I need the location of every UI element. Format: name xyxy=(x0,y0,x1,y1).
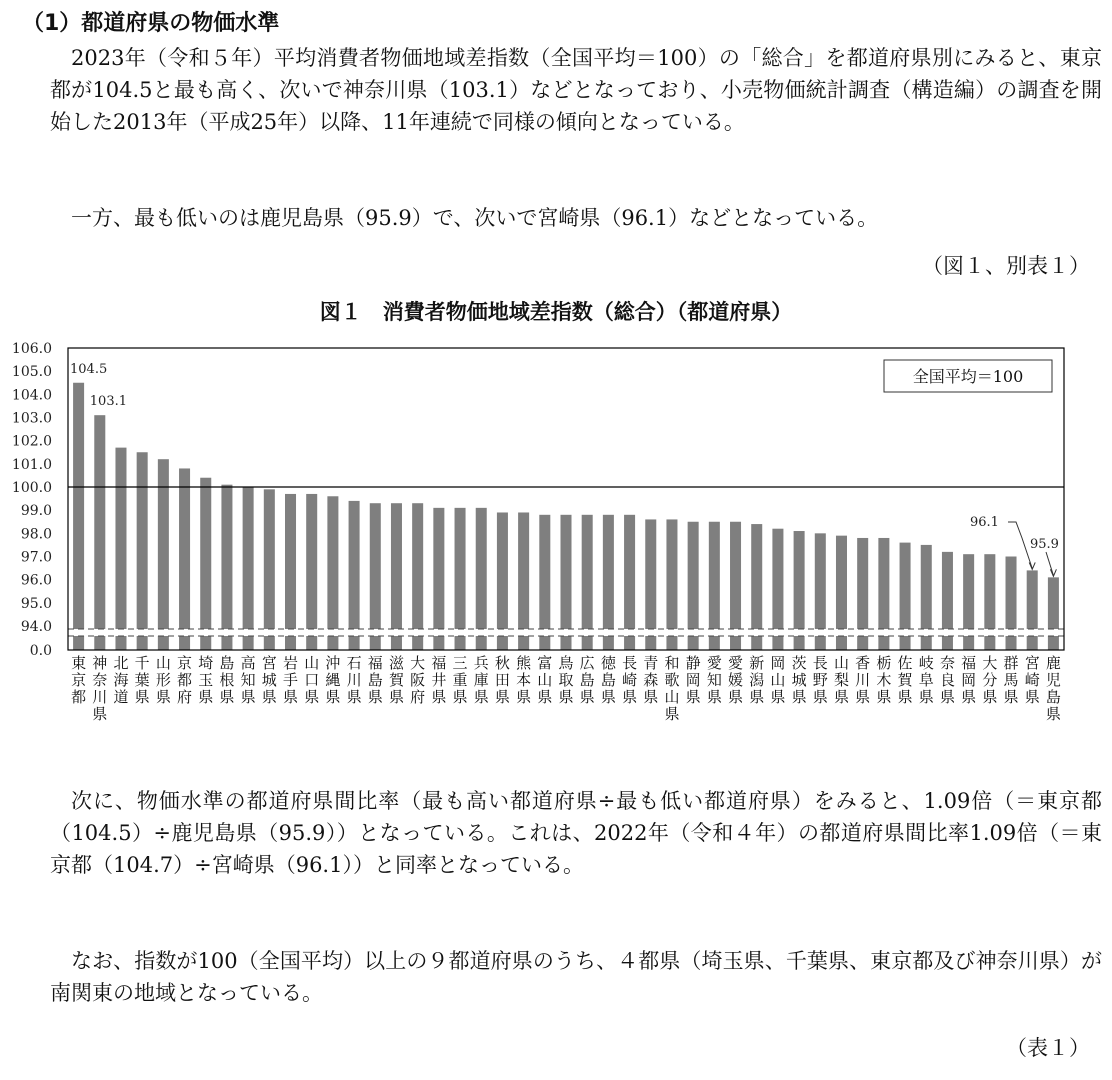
data-label: 96.1 xyxy=(970,515,999,530)
bar xyxy=(221,485,232,650)
x-tick-label: 福岡県 xyxy=(961,654,977,706)
x-tick-label: 石川県 xyxy=(346,654,362,706)
x-tick-label: 広島県 xyxy=(579,654,595,706)
bar xyxy=(179,468,190,650)
x-tick-label: 高知県 xyxy=(240,654,256,706)
bar xyxy=(158,459,169,650)
x-tick-label: 和歌山県 xyxy=(664,654,680,723)
bar xyxy=(370,503,381,650)
x-tick-label: 愛媛県 xyxy=(728,654,744,706)
x-tick-label: 北海道 xyxy=(113,654,129,706)
bar xyxy=(1027,570,1038,650)
bar xyxy=(94,415,105,650)
bar xyxy=(137,452,148,650)
y-tick-label: 106.0 xyxy=(11,341,52,357)
x-tick-label: 富山県 xyxy=(537,654,553,706)
x-tick-label: 栃木県 xyxy=(876,654,892,706)
legend-note: 全国平均＝100 xyxy=(912,367,1024,386)
x-tick-label: 宮城県 xyxy=(261,654,277,706)
bar xyxy=(264,489,275,650)
y-tick-label: 105.0 xyxy=(11,364,52,381)
y-tick-label: 100.0 xyxy=(11,480,52,496)
y-tick-label: 97.0 xyxy=(20,549,52,566)
x-tick-label: 沖縄県 xyxy=(325,654,341,706)
x-tick-label: 静岡県 xyxy=(685,654,701,706)
reference-table: （表１） xyxy=(1006,1036,1090,1060)
section-heading: （1）都道府県の物価水準 xyxy=(22,11,280,36)
data-label-arrowhead xyxy=(1029,562,1035,569)
paragraph-bottom-2: なお、指数が100（全国平均）以上の９都道府県のうち、４都県（埼玉県、千葉県、東京都及び神奈川県）が南関東の地域となっている。 xyxy=(50,949,1102,1005)
bar xyxy=(115,448,126,650)
x-tick-label: 香川県 xyxy=(855,654,871,706)
x-tick-label: 神奈川県 xyxy=(92,654,108,723)
paragraph-bottom-1: 次に、物価水準の都道府県間比率（最も高い都道府県÷最も低い都道府県）をみると、1.09倍（＝東京都（104.5）÷鹿児島県（95.9））となっている。これは、2022年（令和４年）の都道府県間比率1.09倍（＝東京都（104.7）÷宮崎県（96.1））と同率となっている。 xyxy=(50,789,1102,877)
bar xyxy=(391,503,402,650)
x-tick-label: 秋田県 xyxy=(494,654,510,706)
x-tick-label: 奈良県 xyxy=(939,654,955,706)
x-tick-label: 兵庫県 xyxy=(473,654,489,706)
bar xyxy=(412,503,423,650)
x-tick-label: 大分県 xyxy=(982,654,998,706)
x-tick-label: 青森県 xyxy=(643,654,659,706)
x-tick-label: 京都府 xyxy=(177,654,193,706)
x-tick-label: 新潟県 xyxy=(749,654,765,706)
y-tick-label: 94.0 xyxy=(20,619,52,635)
bar xyxy=(1048,577,1059,650)
data-label-leader xyxy=(1046,552,1053,575)
x-tick-label: 山口県 xyxy=(304,654,320,706)
bar xyxy=(243,487,254,650)
y-tick-label: 95.0 xyxy=(20,595,52,612)
reference-figure-table: （図１、別表１） xyxy=(922,254,1090,278)
x-tick-label: 山形県 xyxy=(155,654,171,706)
bar xyxy=(349,501,360,650)
bar-chart xyxy=(0,330,1112,750)
x-tick-label: 愛知県 xyxy=(706,654,722,706)
x-tick-label: 長野県 xyxy=(812,654,828,706)
x-tick-label: 福井県 xyxy=(431,654,447,706)
figure-title: 図１ 消費者物価地域差指数（総合）（都道府県） xyxy=(319,300,793,324)
x-tick-label: 徳島県 xyxy=(600,654,616,706)
x-tick-label: 鳥取県 xyxy=(558,654,574,706)
data-label: 103.1 xyxy=(89,394,128,410)
x-tick-label: 東京都 xyxy=(71,654,87,706)
data-label: 104.5 xyxy=(70,361,108,377)
x-tick-label: 島根県 xyxy=(219,654,235,706)
y-tick-label: 0.0 xyxy=(29,643,52,659)
x-tick-label: 大阪府 xyxy=(410,654,426,706)
bar xyxy=(306,494,317,650)
bar xyxy=(327,496,338,650)
x-tick-label: 茨城県 xyxy=(791,654,807,706)
bar xyxy=(73,383,84,650)
x-tick-label: 宮崎県 xyxy=(1024,654,1040,706)
y-tick-label: 98.0 xyxy=(20,526,52,543)
x-tick-label: 埼玉県 xyxy=(198,654,214,706)
x-tick-label: 群馬県 xyxy=(1003,654,1019,706)
x-tick-label: 鹿児島県 xyxy=(1045,654,1061,723)
axis-break xyxy=(68,629,1064,636)
x-tick-label: 岩手県 xyxy=(283,654,299,706)
x-tick-label: 岐阜県 xyxy=(918,654,934,706)
x-tick-label: 熊本県 xyxy=(516,654,532,706)
y-tick-label: 99.0 xyxy=(20,503,52,520)
paragraph-top-2: 一方、最も低いのは鹿児島県（95.9）で、次いで宮崎県（96.1）などとなっている。 xyxy=(71,206,879,230)
bar xyxy=(285,494,296,650)
x-tick-label: 佐賀県 xyxy=(897,654,913,706)
x-tick-label: 滋賀県 xyxy=(388,654,404,706)
bar xyxy=(200,478,211,650)
x-tick-label: 山梨県 xyxy=(833,654,849,706)
data-label-arrowhead xyxy=(1050,569,1056,576)
x-tick-label: 三重県 xyxy=(452,654,468,706)
y-tick-label: 103.0 xyxy=(11,410,52,427)
x-tick-label: 長崎県 xyxy=(622,654,638,706)
y-tick-label: 104.0 xyxy=(11,387,52,404)
y-tick-label: 96.0 xyxy=(20,572,52,589)
paragraph-top-1: 2023年（令和５年）平均消費者物価地域差指数（全国平均＝100）の「総合」を都道府県別にみると、東京都が104.5と最も高く、次いで神奈川県（103.1）などとなっており、小売物価統計調査（構造編）の調査を開始した2013年（平成25年）以降、11年連続で同様の傾向となっている。 xyxy=(50,46,1102,134)
x-tick-label: 千葉県 xyxy=(134,654,150,706)
y-tick-label: 102.0 xyxy=(11,433,52,450)
y-tick-label: 101.0 xyxy=(11,456,52,473)
x-tick-label: 岡山県 xyxy=(770,654,786,706)
x-tick-label: 福島県 xyxy=(367,654,383,706)
data-label: 95.9 xyxy=(1030,537,1059,552)
